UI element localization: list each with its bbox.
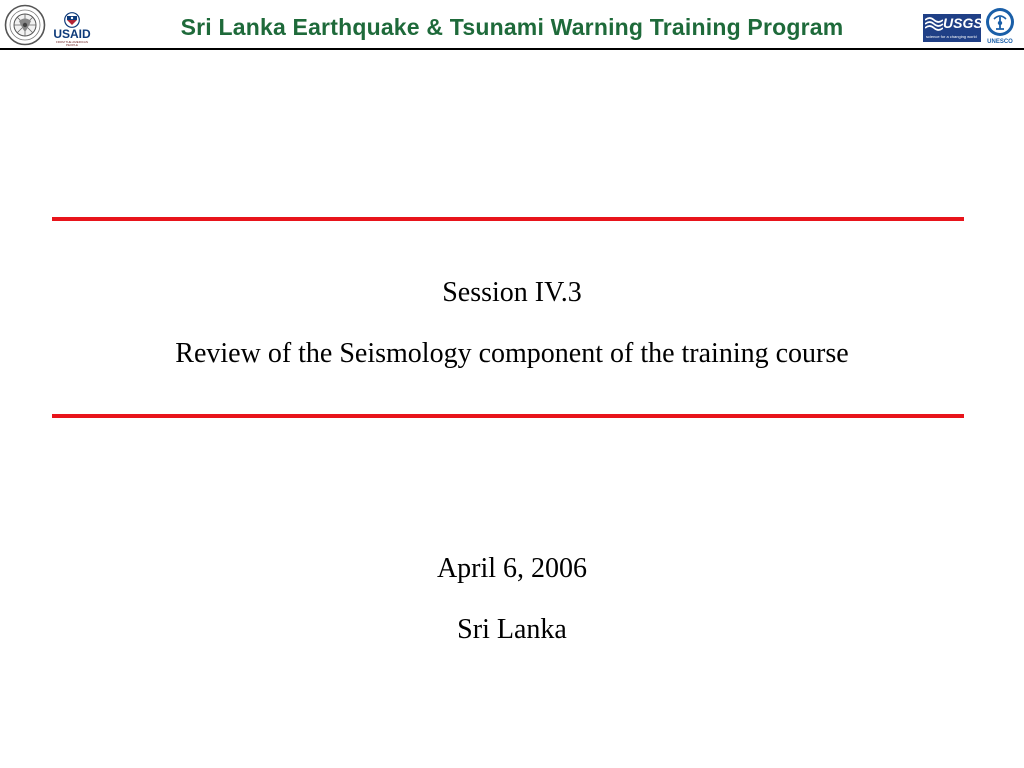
usgs-tagline: science for a changing world <box>926 34 977 39</box>
session-title: Review of the Seismology component of the training course <box>175 338 849 369</box>
usgs-wordmark: USGS <box>943 15 983 31</box>
session-location: Sri Lanka <box>457 614 567 645</box>
usgs-logo <box>923 14 981 42</box>
unesco-logo <box>983 7 1017 49</box>
session-number: Session IV.3 <box>442 277 582 308</box>
program-title: Sri Lanka Earthquake & Tsunami Warning Training Program <box>180 14 844 40</box>
top-red-divider <box>52 217 964 221</box>
unesco-emblem-icon <box>985 7 1015 37</box>
header-divider <box>0 48 1024 50</box>
unesco-wordmark: UNESCO <box>987 39 1013 45</box>
usaid-tagline: FROM THE AMERICAN PEOPLE <box>55 40 89 47</box>
bottom-red-divider <box>52 414 964 418</box>
usgs-wave-icon <box>925 16 943 32</box>
usaid-wordmark: USAID <box>53 27 91 41</box>
session-date: April 6, 2006 <box>436 553 588 584</box>
slide-header <box>0 0 1024 50</box>
